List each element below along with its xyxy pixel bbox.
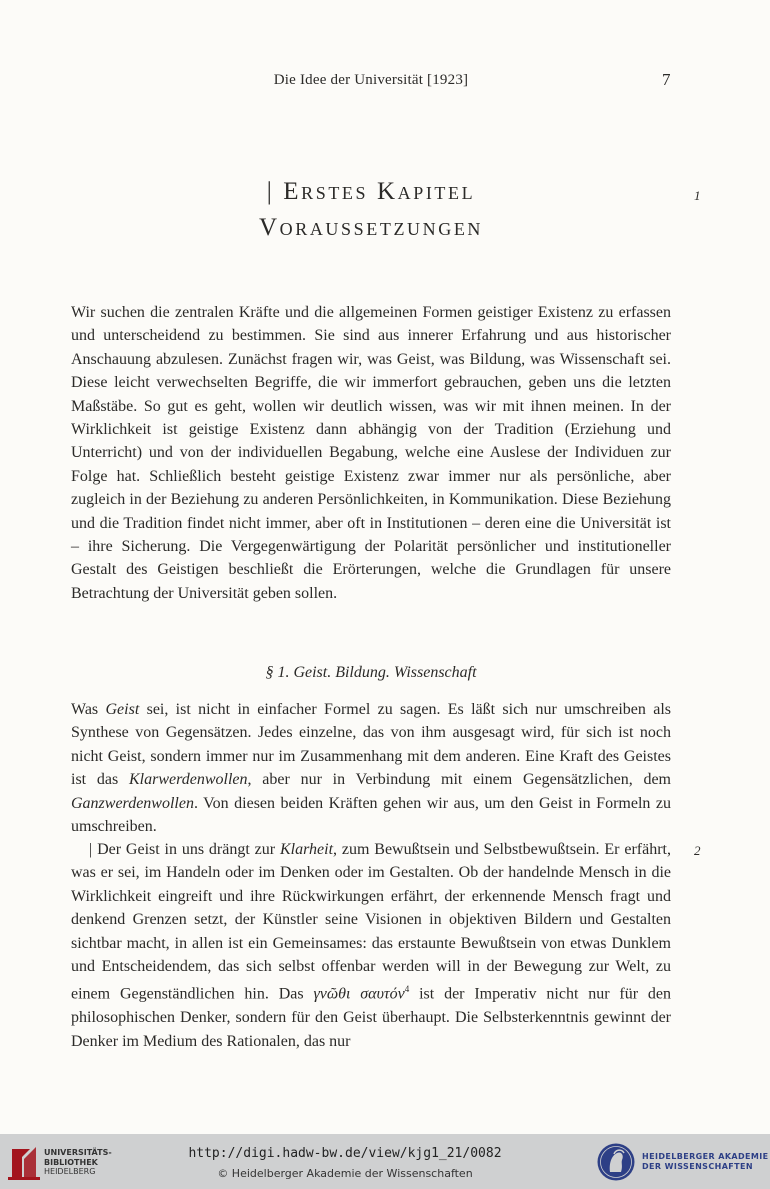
greek-phrase: γνῶθι σαυτόν bbox=[313, 985, 405, 1003]
permalink-url[interactable]: http://digi.hadw-bw.de/view/kjg1_21/0082 bbox=[188, 1146, 502, 1161]
paragraph-geist: Was Geist sei, ist nicht in einfacher Formel zu sagen. Es läßt sich nur umschreiben als Synthese von Gegensätzen. Jedes einzelne, das von ihm ausgesagt wird, für sich ist noch nicht Geist, sondern immer nur im Zusammenhang mit dem anderen. Eine Kraft des Geistes ist das Klarwerdenwollen, aber nur in Verbindung mit einem Gegensätzlichen, dem Ganzwerdenwollen. Von diesen beiden Kräften gehen wir aus, um den Geist in Formeln zu umschreiben. bbox=[71, 701, 672, 836]
paragraph-intro: Wir suchen die zentralen Kräfte und die allgemeinen Formen geistiger Existenz zu erfassen und unterscheidend zu bestimmen. Sie sind aus innerer Erfahrung und aus historischer Anschauung abzulesen. Zunächst fragen wir, was Geist, was Bildung, was Wissenschaft sei. Diese leicht verwechselten Begriffe, die wir immerfort gebrauchen, geben uns die letzten Maßstäbe. So gut es geht, wollen wir deutlich wissen, was wir mit ihnen meinen. In der Wirklichkeit ist geistige Existenz dann abhängig von der Tradition (Erziehung und Unterricht) und von der individuellen Begabung, welche eine Auslese der Individuen zur Folge hat. Schließlich besteht geistige Existenz zwar immer nur als persönliche, aber zugleich in der Beziehung zu anderen Persönlichkeiten, in Kommunikation. Diese Beziehung und die Tradition findet nicht immer, aber oft in Institutionen – deren eine die Universität ist – ihre Sicherung. Die Vergegenwärtigung der Polarität persönlicher und institutioneller Gestalt des Geistigen beschließt die Erörterungen, welche die Grundlagen für unsere Betrachtung der Universität geben sollen. bbox=[71, 304, 671, 602]
athena-seal-icon bbox=[596, 1142, 636, 1182]
footer-bar bbox=[0, 1134, 770, 1189]
hadw-wordmark: HEIDELBERGER AKADEMIE DER WISSENSCHAFTEN bbox=[642, 1152, 769, 1171]
emphasis-geist: Geist bbox=[105, 701, 140, 718]
footnote-marker[interactable]: 4 bbox=[404, 984, 410, 995]
ub-heidelberg-wordmark: UNIVERSITÄTS- BIBLIOTHEK HEIDELBERG bbox=[44, 1148, 112, 1176]
emphasis-klarheit: Klarheit bbox=[279, 841, 334, 858]
copyright-notice: © Heidelberger Akademie der Wissenschaften bbox=[217, 1167, 473, 1180]
emphasis-ganzwerdenwollen: Ganzwerdenwollen bbox=[71, 794, 194, 812]
running-title: Die Idee der Universität [1923] bbox=[273, 72, 469, 88]
margin-marker-1: 1 bbox=[694, 188, 701, 203]
emphasis-klarwerdenwollen: Klarwerdenwollen bbox=[128, 771, 248, 789]
chapter-title: Voraussetzungen bbox=[258, 214, 484, 241]
chapter-heading: | Erstes Kapitel bbox=[266, 178, 476, 205]
section-heading: § 1. Geist. Bildung. Wissenschaft bbox=[265, 664, 477, 681]
paragraph-klarheit: | Der Geist in uns drängt zur Klarheit, zum Bewußtsein und Selbstbewußtsein. Er erfährt, was er sei, im Handeln oder im Denken oder im Gestalten. Ob der handelnde Mensch in die Wirklichkeit eingreift und ihre Rückwirkungen erfährt, der erkennende Mensch fragt und denkend Grenzen setzt, der Künstler seine Visionen in objektiven Bildern und Gestalten sichtbar macht, in allen ist ein Gemeinsames: das erstaunte Bewußtsein von etwas Dunklem und Entscheidendem, das sich selbst offenbar werden will in der Bewegung zur Welt, zu einem Gegenständlichen hin. Das γνῶθι σαυτόν$^4$ ist der Imperativ nicht nur für den philosophischen Denker, sondern für den Geist überhaupt. Die Selbsterkenntnis gewinnt der Denker im Medium des Rationalen, das nur bbox=[71, 841, 672, 1050]
page-number: 7 bbox=[662, 70, 671, 89]
margin-marker-2: 2 bbox=[694, 843, 701, 858]
